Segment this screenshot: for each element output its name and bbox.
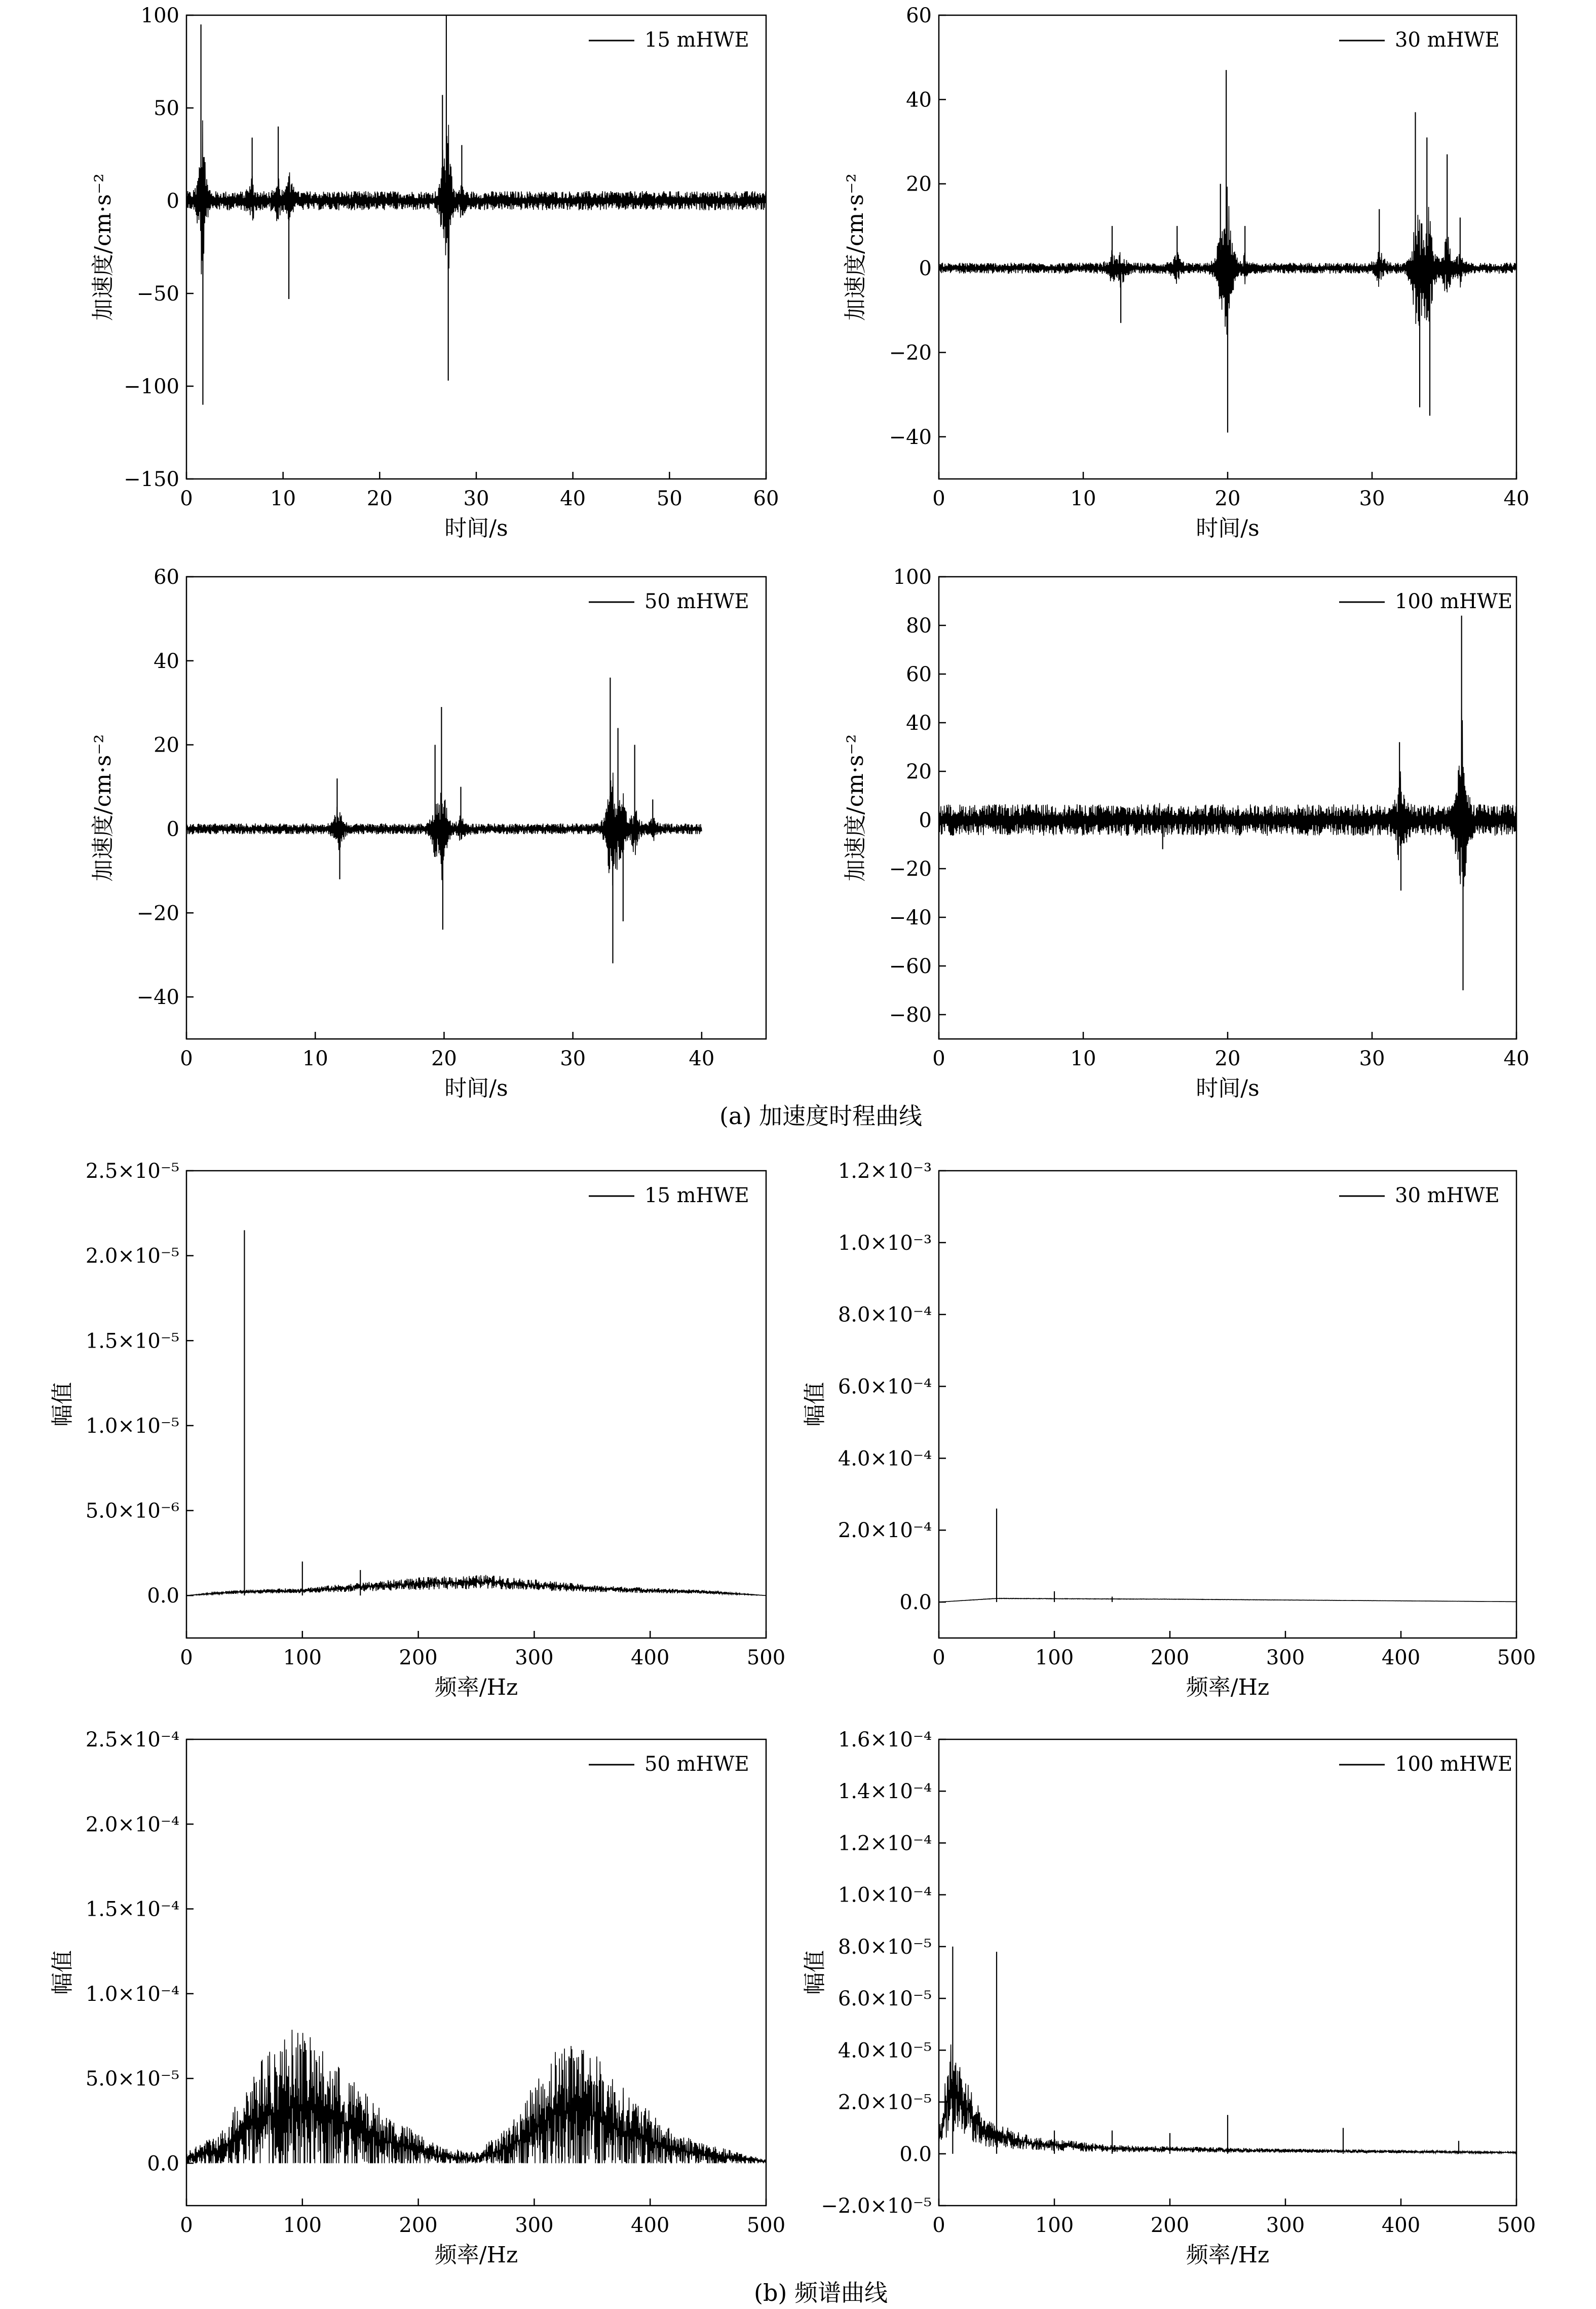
x-tick-label: 0 (180, 2214, 193, 2237)
series-15mHWE (186, 15, 766, 405)
y-tick-label: 20 (906, 172, 932, 196)
y-tick-label: 60 (906, 4, 932, 27)
chart-panel-8 (802, 1728, 1536, 2268)
series-trace (186, 1575, 766, 1596)
legend-label: 50 mHWE (644, 590, 749, 613)
y-tick-label: 2.0×10⁻⁴ (838, 1519, 932, 1543)
series-50mHWE (186, 678, 702, 963)
x-tick-label: 500 (746, 2214, 786, 2237)
x-tick-label: 300 (1266, 2214, 1305, 2237)
y-tick-label: 1.0×10⁻⁴ (85, 1982, 179, 2006)
x-tick-label: 200 (399, 1646, 438, 1669)
x-tick-label: 20 (1214, 1047, 1241, 1070)
legend-label: 15 mHWE (644, 1184, 749, 1207)
y-tick-label: 5.0×10⁻⁶ (85, 1499, 179, 1523)
plot-frame (186, 577, 766, 1039)
y-axis-label: 幅值 (50, 1382, 75, 1427)
x-tick-label: 0 (180, 1646, 193, 1669)
y-tick-label: 1.2×10⁻³ (838, 1160, 932, 1183)
y-tick-label: −20 (889, 341, 932, 365)
series-trace (186, 2030, 766, 2163)
x-tick-label: 0 (180, 487, 193, 510)
y-tick-label: 60 (154, 566, 179, 589)
x-tick-label: 500 (1497, 1646, 1536, 1669)
x-tick-label: 30 (1359, 487, 1385, 510)
y-tick-label: 2.0×10⁻⁵ (838, 2091, 932, 2114)
y-axis-label: 加速度/cm·s⁻² (90, 734, 116, 882)
x-tick-label: 10 (1070, 487, 1096, 510)
x-tick-label: 30 (560, 1047, 586, 1070)
x-tick-label: 0 (932, 2214, 945, 2237)
y-tick-label: 1.5×10⁻⁴ (85, 1897, 179, 1921)
legend-label: 100 mHWE (1395, 1753, 1513, 1776)
series-trace (939, 709, 1516, 886)
chart-panel-6 (802, 1160, 1536, 1700)
x-axis-label: 频率/Hz (1186, 1674, 1270, 1700)
x-axis-label: 时间/s (444, 515, 508, 541)
x-tick-label: 10 (1070, 1047, 1096, 1070)
y-tick-label: 6.0×10⁻⁴ (838, 1375, 932, 1399)
y-tick-label: 0 (166, 190, 179, 213)
y-tick-label: 0 (919, 257, 932, 281)
y-tick-label: 40 (906, 712, 932, 735)
y-tick-label: 2.0×10⁻⁵ (85, 1244, 179, 1268)
chart-panel-7 (50, 1728, 785, 2268)
x-tick-label: 100 (283, 2214, 322, 2237)
x-tick-label: 30 (463, 487, 489, 510)
x-axis-label: 时间/s (444, 1075, 508, 1101)
plot-frame (186, 1171, 766, 1638)
y-tick-label: 6.0×10⁻⁵ (838, 1987, 932, 2011)
y-tick-label: −60 (889, 955, 932, 978)
x-axis-label: 频率/Hz (434, 1674, 518, 1700)
y-tick-label: 0 (919, 809, 932, 832)
y-tick-label: 100 (140, 4, 179, 27)
x-tick-label: 0 (932, 487, 945, 510)
x-tick-label: 400 (1381, 1646, 1421, 1669)
x-tick-label: 0 (932, 1646, 945, 1669)
chart-panel-3 (90, 566, 766, 1101)
plot-frame (939, 1171, 1516, 1638)
y-axis-label: 加速度/cm·s⁻² (843, 734, 868, 882)
x-tick-label: 300 (515, 2214, 554, 2237)
legend-label: 30 mHWE (1395, 1184, 1500, 1207)
x-tick-label: 400 (1381, 2214, 1421, 2237)
x-tick-label: 20 (1214, 487, 1241, 510)
y-tick-label: 50 (154, 97, 179, 120)
x-tick-label: 60 (753, 487, 779, 510)
x-tick-label: 40 (560, 487, 586, 510)
chart-panel-5 (50, 1160, 785, 1700)
y-tick-label: 0.0 (147, 1584, 179, 1608)
caption-b: (b) 频谱曲线 (754, 2279, 888, 2306)
x-tick-label: 200 (1150, 1646, 1190, 1669)
legend-label: 100 mHWE (1395, 590, 1513, 613)
chart-panel-2 (843, 4, 1529, 541)
x-axis-label: 频率/Hz (1186, 2242, 1270, 2268)
chart-panel-1 (90, 4, 779, 541)
x-tick-label: 200 (399, 2214, 438, 2237)
legend-label: 50 mHWE (644, 1753, 749, 1776)
y-axis-label: 幅值 (802, 1950, 828, 1995)
y-tick-label: −40 (889, 425, 932, 449)
y-tick-label: 80 (906, 614, 932, 638)
x-tick-label: 500 (746, 1646, 786, 1669)
x-tick-label: 40 (1503, 1047, 1530, 1070)
x-tick-label: 300 (1266, 1646, 1305, 1669)
y-tick-label: 0.0 (147, 2152, 179, 2176)
chart-panel-4 (843, 566, 1529, 1101)
y-tick-label: −150 (124, 468, 179, 491)
y-tick-label: 0.0 (899, 1591, 932, 1615)
y-axis-label: 加速度/cm·s⁻² (90, 173, 116, 321)
y-tick-label: 1.6×10⁻⁴ (838, 1728, 932, 1752)
x-axis-label: 时间/s (1196, 1075, 1260, 1101)
panels (50, 4, 1536, 2268)
y-tick-label: −80 (889, 1003, 932, 1027)
x-tick-label: 40 (1503, 487, 1530, 510)
x-tick-label: 50 (656, 487, 682, 510)
x-axis-label: 频率/Hz (434, 2242, 518, 2268)
plot-frame (186, 15, 766, 479)
y-tick-label: 2.0×10⁻⁴ (85, 1813, 179, 1837)
x-tick-label: 20 (366, 487, 393, 510)
y-tick-label: 1.0×10⁻⁵ (85, 1414, 179, 1438)
x-tick-label: 0 (932, 1047, 945, 1070)
y-axis-label: 幅值 (802, 1382, 828, 1427)
y-tick-label: 20 (906, 760, 932, 784)
y-tick-label: −100 (124, 375, 179, 398)
series-50mHWE (186, 2030, 766, 2163)
x-tick-label: 100 (1035, 1646, 1074, 1669)
x-tick-label: 500 (1497, 2214, 1536, 2237)
x-tick-label: 300 (515, 1646, 554, 1669)
y-tick-label: 0.0 (899, 2142, 932, 2166)
caption-a: (a) 加速度时程曲线 (719, 1102, 922, 1130)
y-axis-label: 加速度/cm·s⁻² (843, 173, 868, 321)
y-tick-label: 1.2×10⁻⁴ (838, 1832, 932, 1855)
y-tick-label: −20 (136, 902, 179, 925)
series-15mHWE (186, 1230, 766, 1595)
series-trace (186, 121, 766, 279)
y-tick-label: 1.0×10⁻⁴ (838, 1883, 932, 1907)
y-tick-label: −40 (136, 986, 179, 1010)
y-tick-label: 8.0×10⁻⁵ (838, 1935, 932, 1959)
x-tick-label: 100 (1035, 2214, 1074, 2237)
y-tick-label: 60 (906, 663, 932, 686)
y-tick-label: 1.4×10⁻⁴ (838, 1780, 932, 1804)
x-tick-label: 200 (1150, 2214, 1190, 2237)
legend-label: 15 mHWE (644, 28, 749, 52)
y-tick-label: 40 (154, 649, 179, 673)
x-tick-label: 100 (283, 1646, 322, 1669)
y-tick-label: 4.0×10⁻⁴ (838, 1447, 932, 1471)
legend-label: 30 mHWE (1395, 28, 1500, 52)
y-tick-label: −50 (136, 282, 179, 306)
y-tick-label: 2.5×10⁻⁴ (85, 1728, 179, 1752)
y-tick-label: 1.0×10⁻³ (838, 1231, 932, 1255)
x-axis-label: 时间/s (1196, 515, 1260, 541)
y-tick-label: 1.5×10⁻⁵ (85, 1329, 179, 1353)
series-100mHWE (939, 1947, 1516, 2154)
y-tick-label: 40 (906, 88, 932, 112)
series-30mHWE (939, 1509, 1516, 1602)
x-tick-label: 0 (180, 1047, 193, 1070)
x-tick-label: 400 (631, 1646, 670, 1669)
y-tick-label: 2.5×10⁻⁵ (85, 1160, 179, 1183)
y-tick-label: −40 (889, 906, 932, 929)
y-tick-label: −20 (889, 858, 932, 881)
y-tick-label: −2.0×10⁻⁵ (821, 2194, 932, 2218)
series-trace (939, 1598, 1516, 1603)
y-tick-label: 5.0×10⁻⁵ (85, 2067, 179, 2091)
series-trace (186, 773, 702, 886)
series-30mHWE (939, 70, 1516, 432)
series-100mHWE (939, 616, 1516, 990)
y-tick-label: 8.0×10⁻⁴ (838, 1303, 932, 1327)
y-axis-label: 幅值 (50, 1950, 75, 1995)
x-tick-label: 30 (1359, 1047, 1385, 1070)
y-tick-label: 4.0×10⁻⁵ (838, 2039, 932, 2063)
y-tick-label: 0 (166, 817, 179, 841)
y-tick-label: 20 (154, 733, 179, 757)
x-tick-label: 10 (302, 1047, 328, 1070)
x-tick-label: 40 (689, 1047, 715, 1070)
x-tick-label: 10 (270, 487, 296, 510)
y-tick-label: 100 (893, 566, 932, 589)
x-tick-label: 400 (631, 2214, 670, 2237)
x-tick-label: 20 (431, 1047, 457, 1070)
